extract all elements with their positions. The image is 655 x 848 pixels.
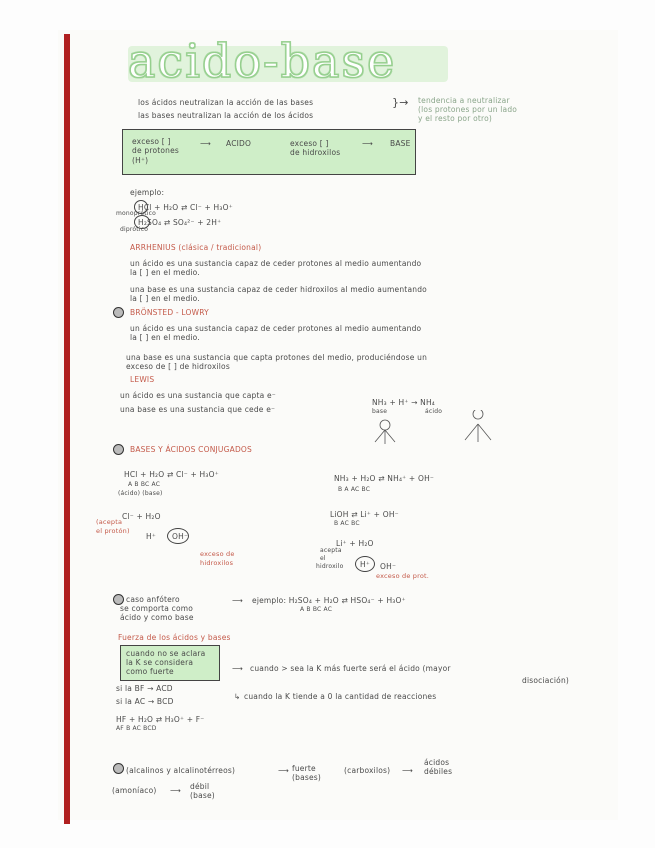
conj-eq-3-oh: OH⁻: [172, 532, 189, 541]
greenbox-c: (H⁺): [132, 156, 149, 165]
final-g: (amoníaco): [112, 786, 157, 795]
example-reaction-1: HCl + H₂O ⇄ Cl⁻ + H₃O⁺: [138, 203, 233, 212]
example-di: diprótico: [120, 226, 149, 233]
final-c: (bases): [292, 773, 322, 782]
conj-eq-5-f: exceso de prot.: [376, 572, 430, 580]
brace-icon: }→: [392, 96, 409, 109]
conj-eq-5: Li⁺ + H₂O: [336, 539, 374, 548]
bronsted-base-1: una base es una sustancia que capta protones del medio, produciéndose un: [126, 353, 428, 362]
conj-eq-2: NH₃ + H₂O ⇄ NH₄⁺ + OH⁻: [334, 474, 435, 483]
fuerza-rule-1b: disociación): [522, 676, 570, 685]
intro-side-3: y el resto por otro): [418, 114, 493, 123]
conj-eq-1-names: (ácido) (base): [118, 490, 163, 497]
conj-eq-3-f: hidroxilos: [200, 559, 234, 567]
lewis-base: una base es una sustancia que cede e⁻: [120, 405, 276, 414]
conj-eq-1: HCl + H₂O ⇄ Cl⁻ + H₃O⁺: [124, 470, 219, 479]
anfotero-a: caso anfótero: [126, 595, 180, 604]
final-d: (carboxilos): [344, 766, 391, 775]
example-mono: monoprótico: [116, 210, 156, 217]
example-circle-2: [134, 215, 150, 229]
conj-eq-4-labels: B AC BC: [334, 520, 360, 527]
conj-eq-5-c: hidroxilo: [316, 563, 344, 570]
conj-eq-3-a: (acepta: [96, 518, 123, 526]
final-f: débiles: [424, 767, 453, 776]
arrhenius-base-2: la [ ] en el medio.: [130, 294, 200, 303]
conj-eq-3-e: exceso de: [200, 550, 235, 558]
greenbox-base: BASE: [390, 139, 411, 148]
lewis-heading: LEWIS: [130, 375, 155, 384]
conj-eq-5-circle: [355, 556, 375, 572]
greenbox-a: exceso [ ]: [132, 137, 171, 146]
fuerza-heading: Fuerza de los ácidos y bases: [118, 633, 231, 642]
example-circle-1: [134, 200, 148, 214]
intro-side-1: tendencia a neutralizar: [418, 96, 510, 105]
anfotero-example-labels: A B BC AC: [300, 606, 333, 613]
bronsted-bullet-icon: [113, 307, 124, 318]
arrhenius-acid-2: la [ ] en el medio.: [130, 268, 200, 277]
final-b: fuerte: [292, 764, 316, 773]
conj-eq-5-oh: OH⁻: [380, 562, 397, 571]
lewis-base-label: base: [372, 408, 388, 415]
example-reaction-2: H₂SO₄ ⇄ SO₄²⁻ + 2H⁺: [138, 218, 222, 227]
conj-eq-3-circle: [167, 528, 189, 544]
conj-eq-5-b: el: [320, 555, 326, 562]
anfotero-b: se comporta como: [120, 604, 194, 613]
greenbox-f: de hidroxilos: [290, 148, 341, 157]
fuerza-si-1: si la BF → ACD: [116, 684, 173, 693]
final-e: ácidos: [424, 758, 450, 767]
conj-eq-3: Cl⁻ + H₂O: [122, 512, 161, 521]
fuerza-rule-1: cuando > sea la K más fuerte será el ácido (mayor: [250, 664, 451, 673]
anfotero-c: ácido y como base: [120, 613, 194, 622]
conj-eq-1-labels: A B BC AC: [128, 481, 161, 488]
greenbox-b: de protones: [132, 146, 180, 155]
bronsted-acid-2: la [ ] en el medio.: [130, 333, 200, 342]
final-a: (alcalinos y alcalinotérreos): [126, 766, 236, 775]
bronsted-base-2: exceso de [ ] de hidroxilos: [126, 362, 230, 371]
fuerza-rule-2: cuando la K tiende a 0 la cantidad de reacciones: [244, 692, 437, 701]
conj-eq-5-a: acepta: [320, 547, 342, 554]
arrhenius-base-1: una base es una sustancia capaz de ceder hidroxilos al medio aumentando: [130, 285, 427, 294]
page-edge: [64, 34, 70, 824]
conjugados-heading: BASES Y ÁCIDOS CONJUGADOS: [130, 445, 252, 454]
intro-side-2: (los protones por un lado: [418, 105, 518, 114]
fuerza-box-2: la K se considera: [126, 658, 194, 667]
bronsted-heading: BRÖNSTED - LOWRY: [130, 308, 209, 317]
conj-eq-3-b: el protón): [96, 527, 130, 535]
arrhenius-acid-1: un ácido es una sustancia capaz de ceder protones al medio aumentando: [130, 259, 422, 268]
bronsted-acid-1: un ácido es una sustancia capaz de ceder protones al medio aumentando: [130, 324, 422, 333]
fuerza-box-3: como fuerte: [126, 667, 174, 676]
anfotero-example: ejemplo: H₂SO₄ + H₂O ⇄ HSO₄⁻ + H₃O⁺: [252, 596, 406, 605]
greenbox-acid: ACIDO: [226, 139, 252, 148]
fuerza-equation: HF + H₂O ⇄ H₃O⁺ + F⁻: [116, 715, 205, 724]
fuerza-si-2: si la AC → BCD: [116, 697, 174, 706]
page-title: acido-base: [128, 34, 397, 88]
arrhenius-heading: ARRHENIUS (clásica / tradicional): [130, 243, 262, 252]
conj-eq-2-labels: B A AC BC: [338, 486, 371, 493]
conj-eq-3-h: H⁺: [146, 532, 156, 541]
lewis-equation: NH₃ + H⁺ → NH₄: [372, 398, 436, 407]
greenbox-e: exceso [ ]: [290, 139, 329, 148]
lewis-structures: [360, 410, 510, 455]
final-h: débil: [190, 782, 210, 791]
final-bullet-icon: [113, 763, 124, 774]
lewis-acid: un ácido es una sustancia que capta e⁻: [120, 391, 276, 400]
conjugados-bullet-icon: [113, 444, 124, 455]
fuerza-box-1: cuando no se aclara: [126, 649, 206, 658]
fuerza-equation-labels: AF B AC BCD: [116, 725, 157, 732]
intro-line-1: los ácidos neutralizan la acción de las bases: [138, 98, 314, 107]
example-label: ejemplo:: [130, 188, 165, 197]
final-i: (base): [190, 791, 215, 800]
intro-line-2: las bases neutralizan la acción de los ácidos: [138, 111, 314, 120]
conj-eq-4: LiOH ⇄ Li⁺ + OH⁻: [330, 510, 399, 519]
lewis-acid-label: ácido: [425, 408, 443, 415]
conj-eq-5-h: H⁺: [360, 560, 370, 569]
